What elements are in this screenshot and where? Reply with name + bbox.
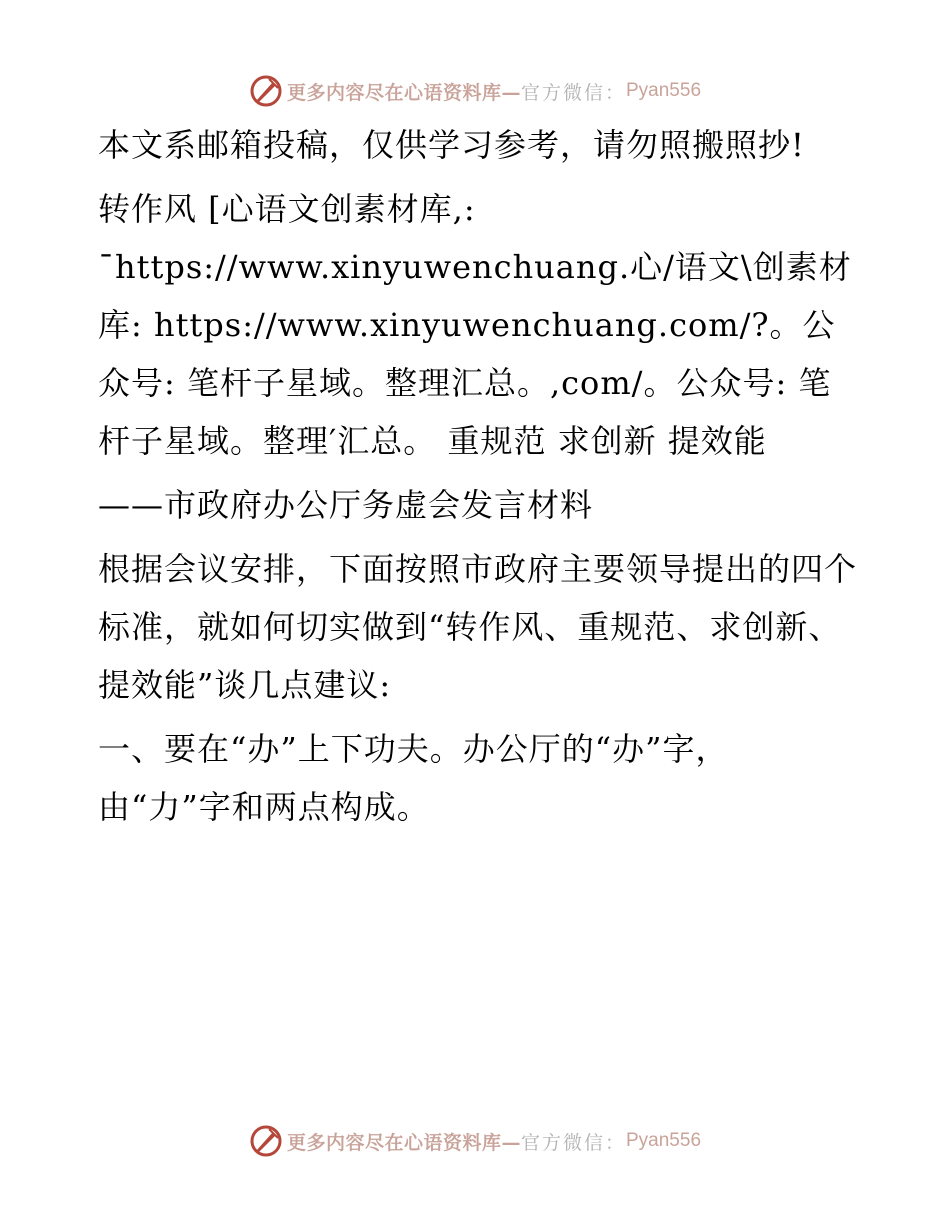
- title-paragraph: 转作风 [心语文创素材库,: ¯https://www.xinyuwenchuang.心/语文\创素材库: https://www.xinyuwenchuang.com/?。公众号: 笔杆子星域。整理汇总。,com/。公众号: 笔杆子星域。整理′汇总。 重规范 求创新 提效能: [98, 190, 852, 460]
- header-wechat-id: Pyan556: [626, 80, 702, 101]
- footer-wechat-id: Pyan556: [626, 1130, 702, 1151]
- header-banner-text: 更多内容尽在心语资料库—: [286, 81, 521, 104]
- footer-wechat-label: 官方微信：: [520, 1131, 626, 1154]
- quill-logo-icon: [249, 1124, 283, 1158]
- section-one-paragraph: 一、要在“办”上下功夫。办公厅的“办”字，由“力”字和两点构成。: [98, 730, 729, 826]
- footer-banner-text: 更多内容尽在心语资料库—: [286, 1131, 521, 1154]
- footer-banner: [0, 1121, 950, 1161]
- quill-logo-icon: [249, 74, 283, 108]
- subtitle-paragraph: ——市政府办公厅务虚会发言材料: [98, 486, 594, 524]
- header-wechat-label: 官方微信：: [520, 81, 626, 104]
- header-banner: [0, 71, 950, 111]
- intro-paragraph: 根据会议安排，下面按照市政府主要领导提出的四个标准，就如何切实做到“转作风、重规范、求创新、提效能”谈几点建议:: [98, 550, 858, 704]
- disclaimer-paragraph: 本文系邮箱投稿，仅供学习参考，请勿照搬照抄!: [98, 126, 805, 164]
- document-body: [98, 116, 858, 842]
